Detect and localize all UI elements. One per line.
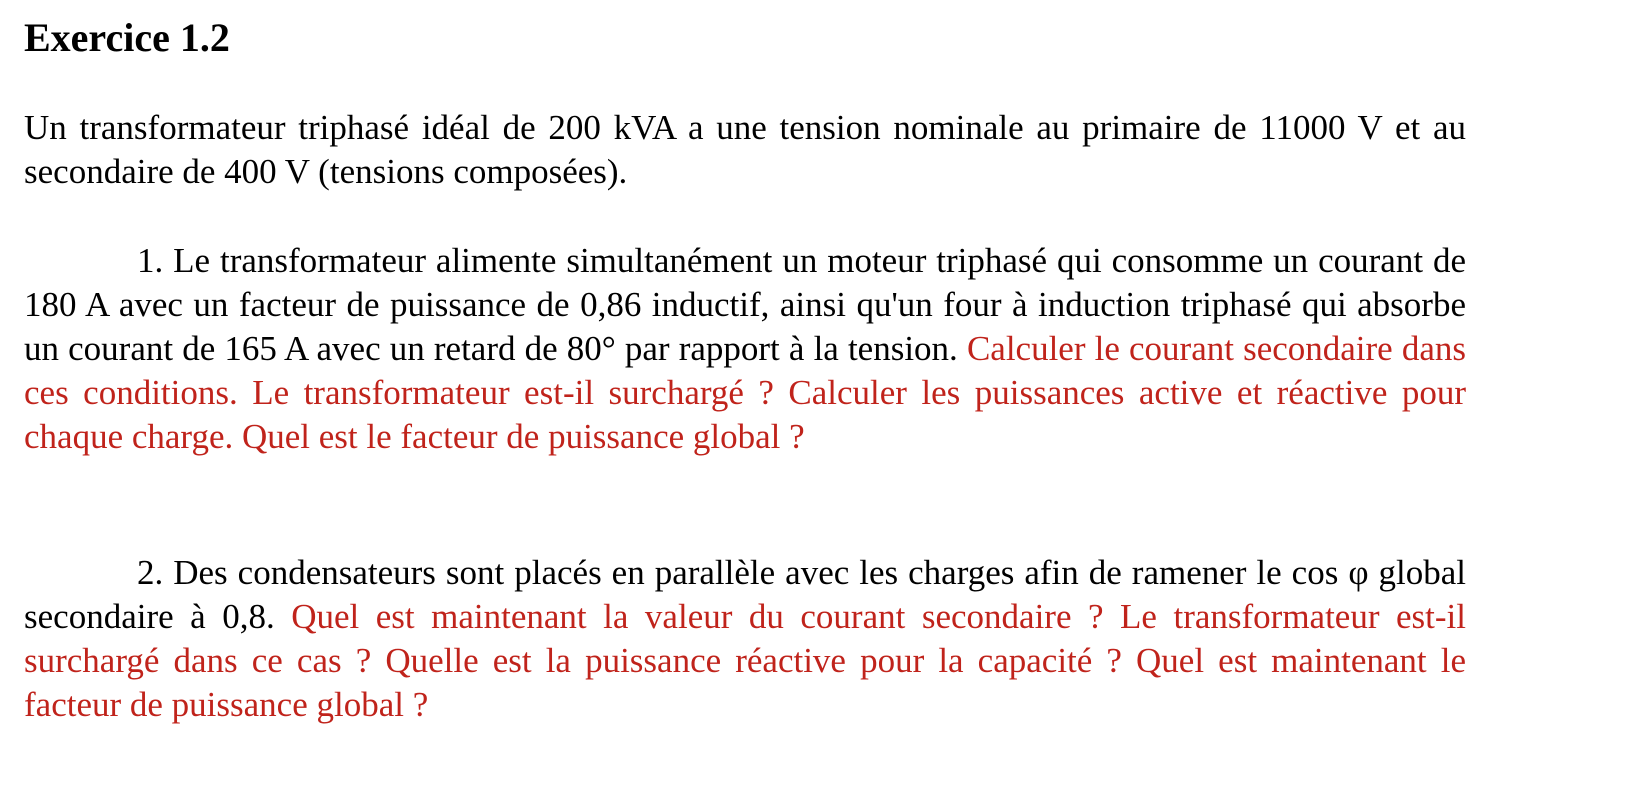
exercise-title: Exercice 1.2 bbox=[24, 15, 230, 60]
question-2 bbox=[24, 551, 1466, 727]
exercise-intro: Un transformateur triphasé idéal de 200 kVA a une tension nominale au primaire de 11000 V et au secondaire de 400 V (tensions composées). bbox=[24, 108, 1466, 191]
question-1 bbox=[24, 239, 1466, 459]
question-1-questions: Calculer le courant secondaire dans ces conditions. Le transformateur est-il surchargé ? Calculer les puissances active et réactive pour chaque charge. Quel est le facteur de puissance global ? bbox=[24, 329, 1466, 456]
question-1-statement: 1. Le transformateur alimente simultanément un moteur triphasé qui consomme un courant de 180 A avec un facteur de puissance de 0,86 inductif, ainsi qu'un four à induction triphasé qui absorbe un courant de 165 A avec un retard de 80° par rapport à la tension. bbox=[24, 241, 1466, 368]
question-2-questions: Quel est maintenant la valeur du courant secondaire ? Le transformateur est-il surchargé dans ce cas ? Quelle est la puissance réactive pour la capacité ? Quel est maintenant le facteur de puissance global ? bbox=[24, 597, 1466, 724]
question-2-statement: 2. Des condensateurs sont placés en parallèle avec les charges afin de ramener le cos φ global secondaire à 0,8. bbox=[24, 553, 1466, 636]
